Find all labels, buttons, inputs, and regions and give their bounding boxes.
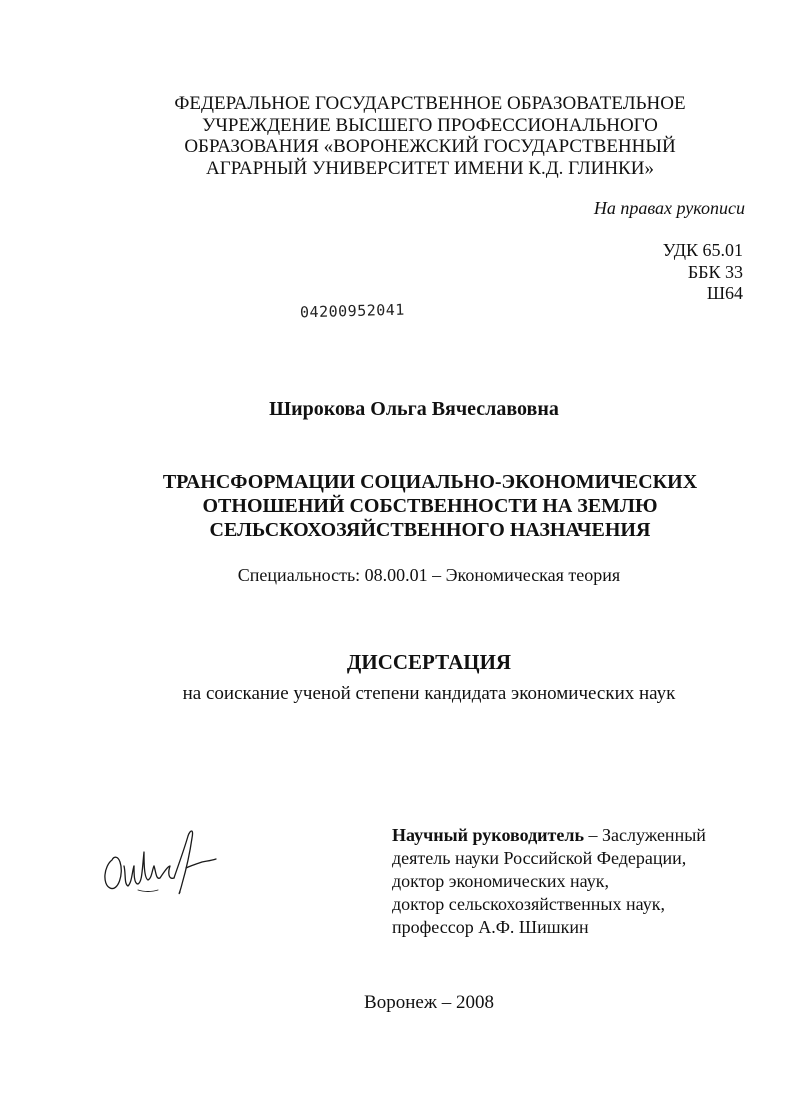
supervisor-label: Научный руководитель [392, 825, 584, 845]
supervisor-line: деятель науки Российской Федерации, [392, 848, 687, 868]
udk-code: УДК 65.01 [662, 240, 743, 260]
title-line: ТРАНСФОРМАЦИИ СОЦИАЛЬНО-ЭКОНОМИЧЕСКИХ [162, 471, 698, 493]
institution-line: ФЕДЕРАЛЬНОЕ ГОСУДАРСТВЕННОЕ ОБРАЗОВАТЕЛЬНОЕ [174, 93, 686, 114]
supervisor-line: профессор А.Ф. Шишкин [392, 917, 589, 937]
institution-line: АГРАРНЫЙ УНИВЕРСИТЕТ ИМЕНИ К.Д. ГЛИНКИ» [206, 157, 654, 179]
dissertation-title [120, 470, 740, 542]
title-line: ОТНОШЕНИЙ СОБСТВЕННОСТИ НА ЗЕМЛЮ [202, 495, 658, 517]
institution-name [120, 93, 740, 179]
institution-line: ОБРАЗОВАНИЯ «ВОРОНЕЖСКИЙ ГОСУДАРСТВЕННЫЙ [184, 136, 676, 157]
institution-line: УЧРЕЖДЕНИЕ ВЫСШЕГО ПРОФЕССИОНАЛЬНОГО [202, 114, 658, 136]
bbk-code: ББК 33 [687, 261, 743, 282]
library-stamp-number: 04200952041 [299, 300, 406, 322]
rights-note: На правах рукописи [593, 198, 745, 218]
title-line: СЕЛЬСКОХОЗЯЙСТВЕННОГО НАЗНАЧЕНИЯ [209, 519, 651, 541]
degree-statement: на соискание ученой степени кандидата экономических наук [182, 683, 676, 704]
author-mark-code: Ш64 [706, 283, 743, 303]
specialty: Специальность: 08.00.01 – Экономическая теория [237, 565, 621, 585]
handwritten-signature [98, 822, 228, 902]
scientific-supervisor [392, 824, 752, 939]
supervisor-line: доктор экономических наук, [392, 871, 609, 891]
place-and-year: Воронеж – 2008 [364, 992, 494, 1013]
classification-codes [663, 240, 743, 305]
supervisor-first-line [392, 824, 752, 847]
supervisor-title-start: – Заслуженный [584, 825, 706, 845]
supervisor-line: доктор сельскохозяйственных наук, [392, 894, 665, 914]
author-name: Широкова Ольга Вячеславовна [269, 398, 559, 420]
document-type: ДИССЕРТАЦИЯ [346, 650, 512, 674]
